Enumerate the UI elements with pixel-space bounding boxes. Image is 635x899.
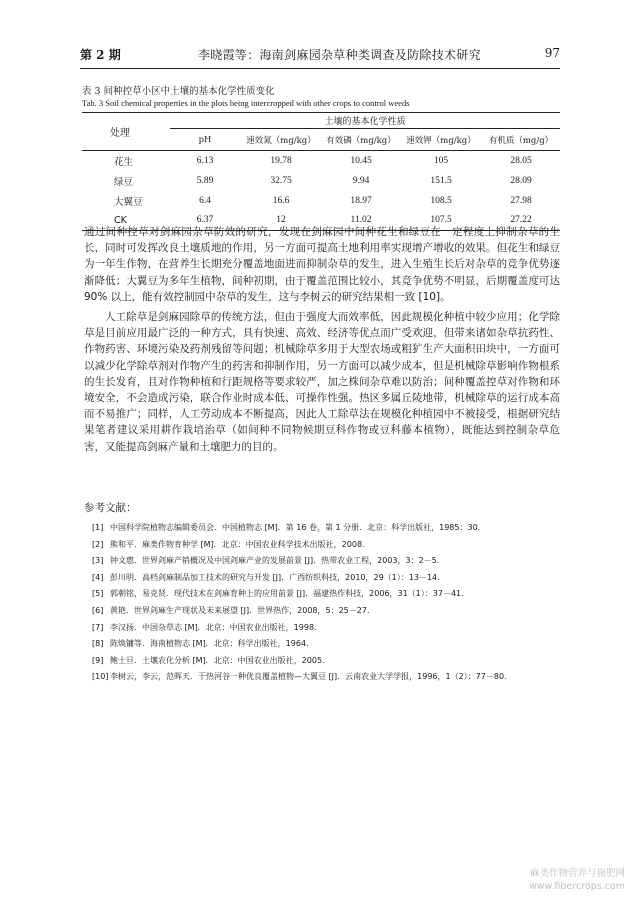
cell: 10.45	[350, 155, 372, 166]
reference-item	[92, 520, 552, 537]
cell: 27.98	[510, 195, 532, 206]
reference-number: [8]	[92, 639, 104, 649]
body-paragraph: 人工除草是剑麻园除草的传统方法，但由于强度大而效率低，因此规模化种植中较少应用；化学除草是目前应用最广泛的一种方式，具有快速、高效、经济等优点而广受欢迎，但带来诸如杂草抗药性、作物药害、环境污染及药剂残留等问题；机械除草多用于大型农场或粗犷生产大面积田块中，一方面可以减少化学除草剂对作物产生的药害和抑制作用，另一方面可以减少成本，但是机械除草影响作物根系的生长发育，且对作物种植和行距规格等要求较严，加之株间杂草难以防治；间种覆盖控草对作物和环境安全，不会造成污染，联合作业时成本低、可操作性强。热区多属丘陵地带，机械除草的运行成本高而不易推广；同样，人工劳动成本不断提高，因此人工除草法在规模化种植园中不被接受，根据研究结果笔者建议采用耕作栽培治草（如间种不同物候期豆科作物或豆科藤本植物），既能达到控制杂草危害，又能提高剑麻产量和土壤肥力的目的。	[84, 311, 560, 453]
col-header-available-k: 速效钾（mg/kg）	[400, 129, 482, 151]
page-number: 97	[544, 46, 560, 60]
references-list	[92, 520, 552, 686]
reference-text: 郭朝铭，易克贤．现代技术在剑麻育种上的应用前景 [J]．福建热作科技，2006，31（1）：37－41.	[110, 589, 464, 599]
cell: 32.75	[270, 175, 292, 186]
header-rule	[80, 68, 560, 69]
site-watermark	[529, 867, 625, 893]
cell: 28.05	[510, 155, 532, 166]
reference-item	[92, 669, 552, 686]
cell: 108.5	[430, 195, 452, 206]
cell: 6.13	[196, 155, 214, 166]
col-header-available-n: 速效氮（mg/kg）	[240, 129, 322, 151]
table-row	[82, 171, 560, 191]
watermark-line: 麻类作物营养与施肥网	[529, 868, 625, 879]
reference-item	[92, 653, 552, 670]
reference-number: [7]	[92, 622, 104, 632]
table-caption-cn: 表 3 间种控草小区中土壤的基本化学性质变化	[82, 86, 275, 97]
reference-text: 鲍士旦．土壤农化分析 [M]．北京：中国农业出版社，2005.	[110, 655, 325, 665]
reference-number: [1]	[92, 523, 104, 532]
cell: 12	[240, 211, 322, 231]
cell: 18.97	[350, 195, 372, 206]
reference-text: 陈焕镛等．海南植物志 [M]．北京：科学出版社，1964.	[110, 639, 309, 649]
row-header: 处理	[82, 113, 170, 151]
cell: 27.22	[482, 211, 560, 231]
references-title: 参考文献：	[84, 502, 137, 514]
reference-item	[92, 620, 552, 637]
table-caption-en: Tab. 3 Soil chemical properties in the plots being intercropped with other crops to control weeds	[82, 98, 410, 108]
col-header-organic-matter: 有机质（mg/g）	[482, 129, 560, 151]
reference-number: [4]	[92, 572, 104, 582]
row-label: 大翼豆	[114, 196, 143, 208]
reference-text: 中国科学院植物志编辑委员会．中国植物志 [M]．第 16 卷，第 1 分册．北京：科学出版社，1985：30.	[110, 523, 481, 532]
cell: 19.78	[270, 155, 292, 166]
cell: 11.02	[322, 211, 400, 231]
watermark-line: www.fibercrops.com	[528, 881, 625, 892]
cell: 5.89	[196, 175, 214, 186]
group-header: 土壤的基本化学性质	[170, 113, 560, 129]
body-text	[84, 224, 560, 459]
row-label: 绿豆	[114, 176, 134, 188]
reference-item	[92, 603, 552, 620]
cell: 105	[433, 155, 449, 166]
running-title: 李晓霞等：海南剑麻园杂草种类调查及防除技术研究	[198, 48, 481, 62]
reference-item	[92, 537, 552, 554]
reference-text: 李汉扬．中国杂草志 [M]．北京：中国农业出版社，1998.	[110, 622, 317, 632]
reference-text: 黄艳．世界剑麻生产现状及未来展望 [J]．世界热作，2008，5：25－27.	[110, 605, 370, 615]
row-label: 花生	[114, 156, 134, 168]
reference-number: [3]	[92, 556, 104, 566]
reference-item	[92, 570, 552, 587]
cell: 16.6	[272, 195, 290, 206]
running-header	[80, 46, 560, 66]
table-row	[82, 151, 560, 171]
reference-number: [9]	[92, 655, 104, 665]
cell: 9.94	[352, 175, 370, 186]
reference-text: 熊和平．麻类作物育种学 [M]．北京：中国农业科学技术出版社，2008.	[110, 539, 365, 549]
cell: 6.4	[199, 195, 211, 206]
body-paragraph: 通过间种控草对剑麻园杂草防效的研究，发现在剑麻园中间种花生和绿豆在一定程度上抑制杂草的生长，同时可发挥改良土壤质地的作用，另一方面可提高土地利用率实现增产增收的效果。但花生和绿豆为一年生作物，在营养生长期充分覆盖地面进而抑制杂草的发生，进入生殖生长后对杂草的竞争优势逐渐降低；大翼豆为多年生植物，间种初期，由于覆盖范围比较小，其竞争优势不明显，后期覆盖度可达 90% 以上，能有效控制园中杂草的发生，这与李树云的研究结果相一致 [10]。	[84, 226, 560, 303]
cell: 6.37	[170, 211, 240, 231]
reference-text: 彭川明．高档剑麻制品加工技术的研究与开发 [J]．广西纺织科技，2010，29（1）：13－14.	[110, 572, 440, 582]
col-header-ph: pH	[170, 129, 240, 151]
table-row	[82, 191, 560, 211]
cell: 107.5	[400, 211, 482, 231]
reference-text: 李树云，李云，范晖天．干热河谷一种优良覆盖植物—大翼豆 [J]．云南农业大学学报，1996，1（2）：77－80.	[110, 672, 507, 682]
reference-item	[92, 636, 552, 653]
col-header-available-p: 有效磷（mg/kg）	[322, 129, 400, 151]
reference-number: [6]	[92, 605, 104, 615]
reference-number: [2]	[92, 539, 104, 549]
reference-item	[92, 553, 552, 570]
reference-number: [5]	[92, 589, 104, 599]
reference-number: [10]	[92, 672, 109, 682]
reference-text: 钟文惠．世界剑麻产销概况及中国剑麻产业的发展前景 [J]．热带农业工程，2003，3：2－5.	[110, 556, 440, 566]
soil-properties-table	[82, 112, 560, 231]
reference-item	[92, 586, 552, 603]
cell: 28.09	[510, 175, 532, 186]
issue-number: 第 2 期	[80, 48, 121, 62]
cell: 151.5	[430, 175, 452, 186]
row-label: CK	[82, 211, 170, 231]
